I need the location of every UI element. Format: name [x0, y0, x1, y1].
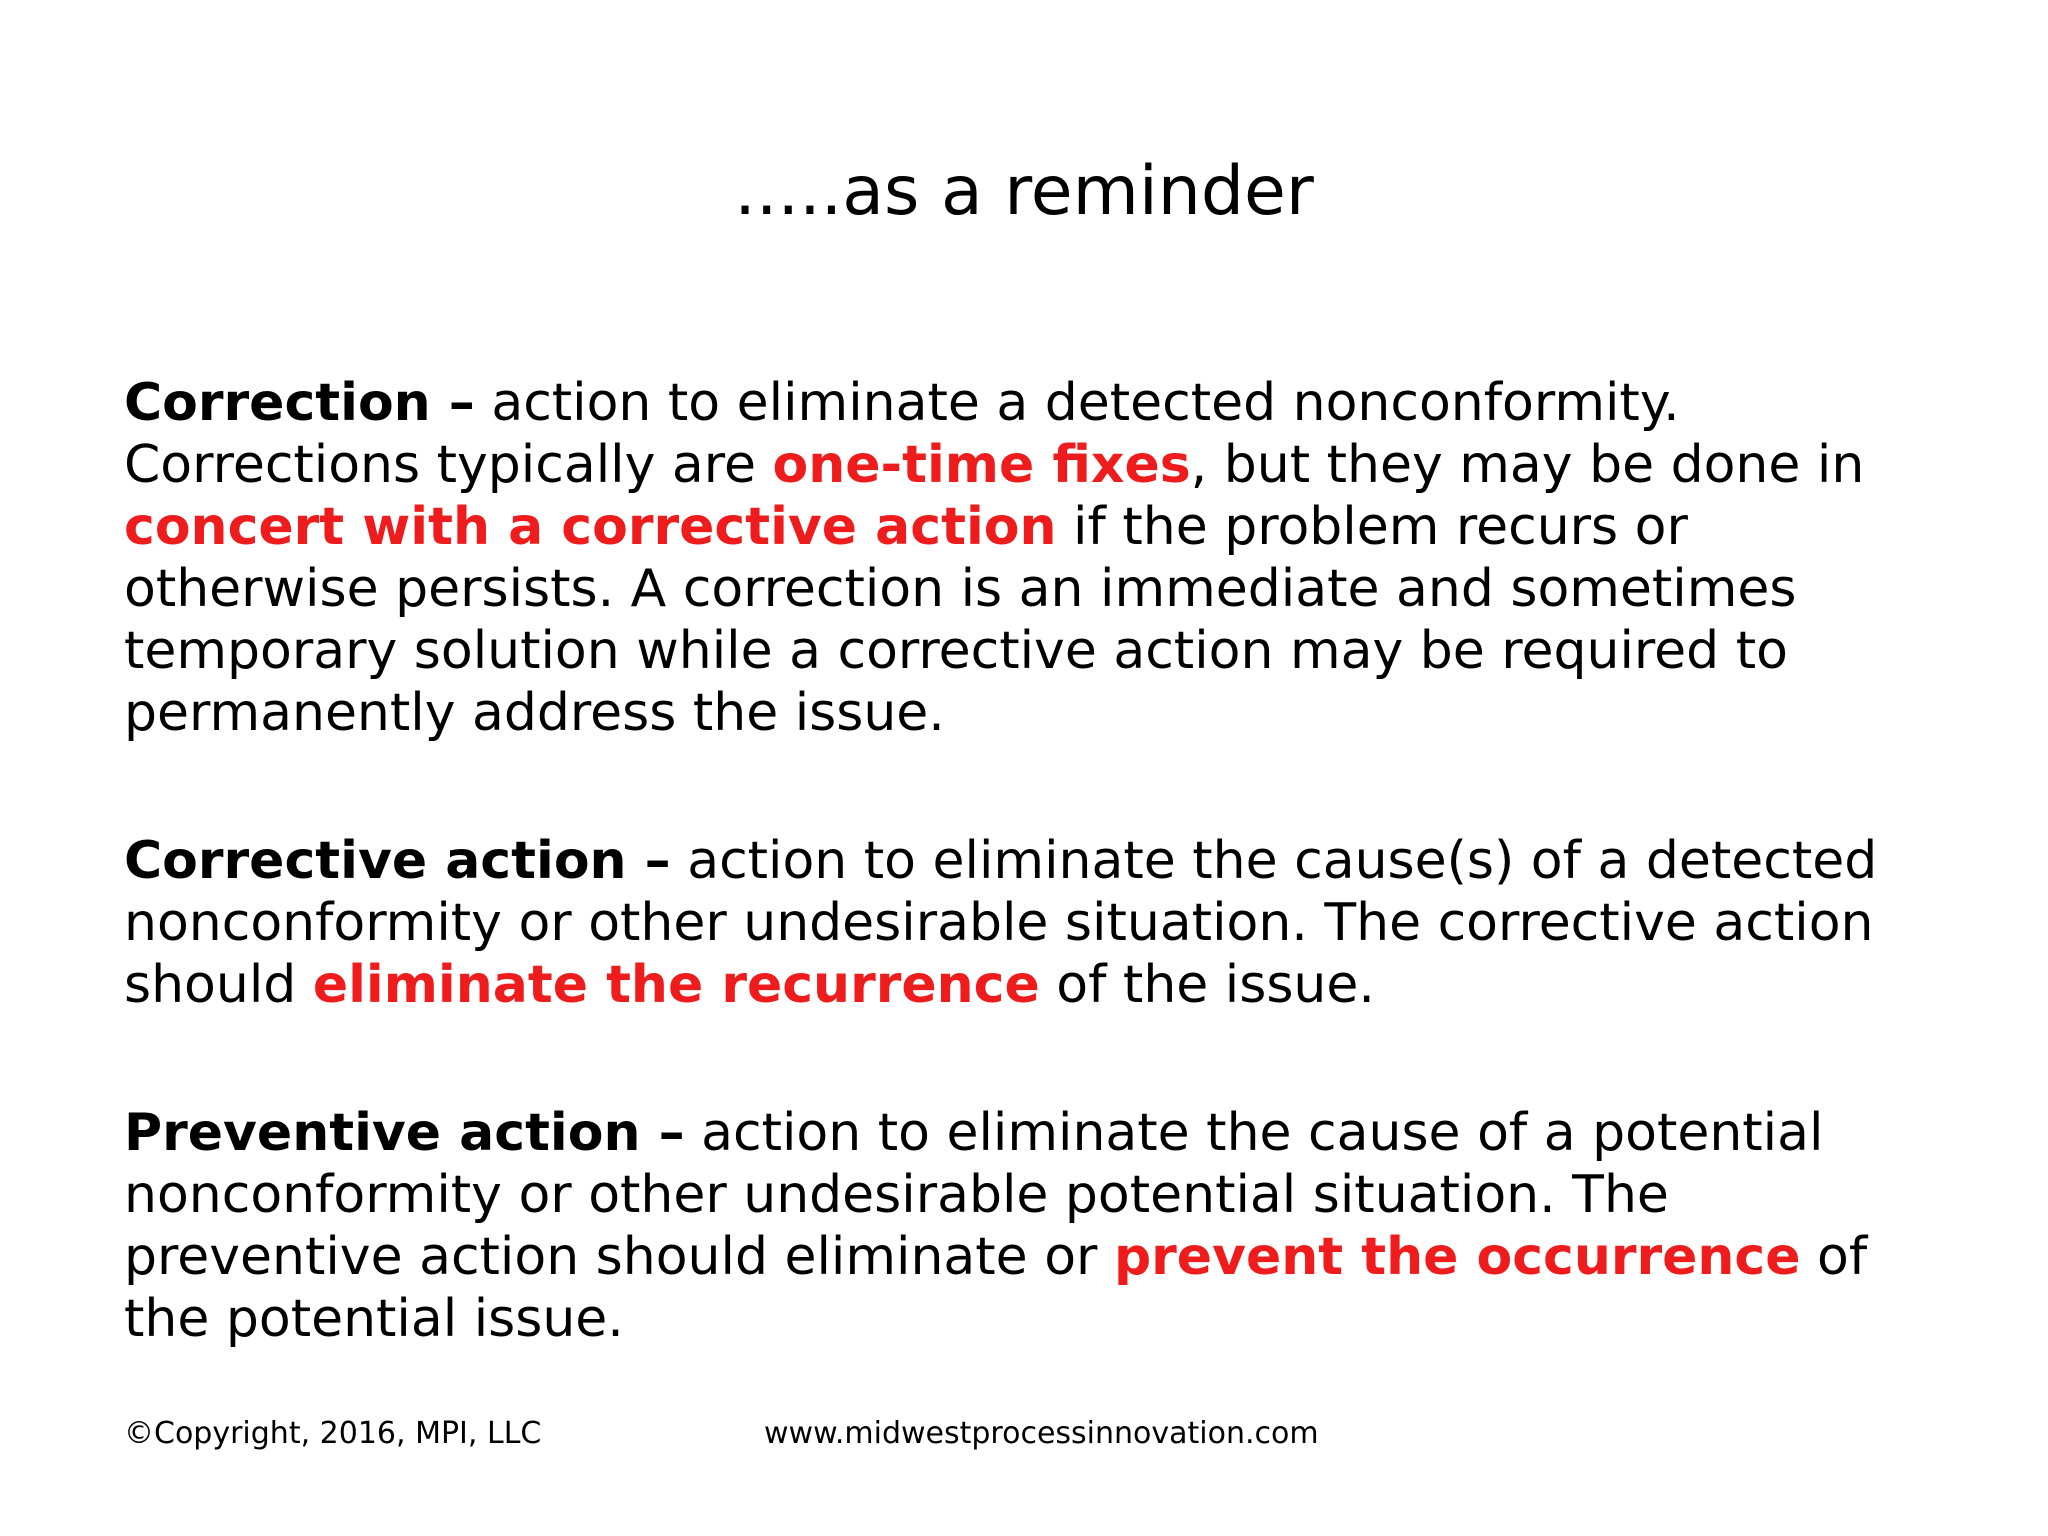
- slide-title: .....as a reminder: [734, 152, 1314, 231]
- definition-text: if the problem recurs or otherwise persists. A correction is an immediate and sometimes temporary solution while a corrective action may be required to permanently address the issue.: [124, 497, 1797, 743]
- term-corrective-action: Corrective action –: [124, 831, 671, 891]
- highlight-one-time-fixes: one-time fixes: [772, 435, 1191, 495]
- highlight-concert-with-corrective-action: concert with a corrective action: [124, 497, 1057, 557]
- definition-text: of the potential issue.: [124, 1227, 1868, 1349]
- definition-correction: [124, 372, 1944, 744]
- definition-text: action to eliminate the cause of a potential nonconformity or other undesirable potential situation. The preventive action should eliminate or: [124, 1103, 1824, 1287]
- highlight-eliminate-the-recurrence: eliminate the recurrence: [312, 955, 1040, 1015]
- definition-preventive-action: [124, 1102, 1944, 1350]
- highlight-prevent-the-occurrence: prevent the occurrence: [1113, 1227, 1801, 1287]
- definition-corrective-action: [124, 830, 1944, 1016]
- footer-website: www.midwestprocessinnovation.com: [764, 1416, 1319, 1451]
- footer-copyright: ©Copyright, 2016, MPI, LLC: [124, 1416, 542, 1451]
- definition-text: action to eliminate a detected nonconformity. Corrections typically are: [124, 373, 1680, 495]
- definition-text: of the issue.: [1039, 955, 1375, 1015]
- definition-text: , but they may be done in: [1190, 435, 1865, 495]
- definition-text: action to eliminate the cause(s) of a detected nonconformity or other undesirable situation. The corrective action should: [124, 831, 1878, 1015]
- term-correction: Correction –: [124, 373, 475, 433]
- term-preventive-action: Preventive action –: [124, 1103, 685, 1163]
